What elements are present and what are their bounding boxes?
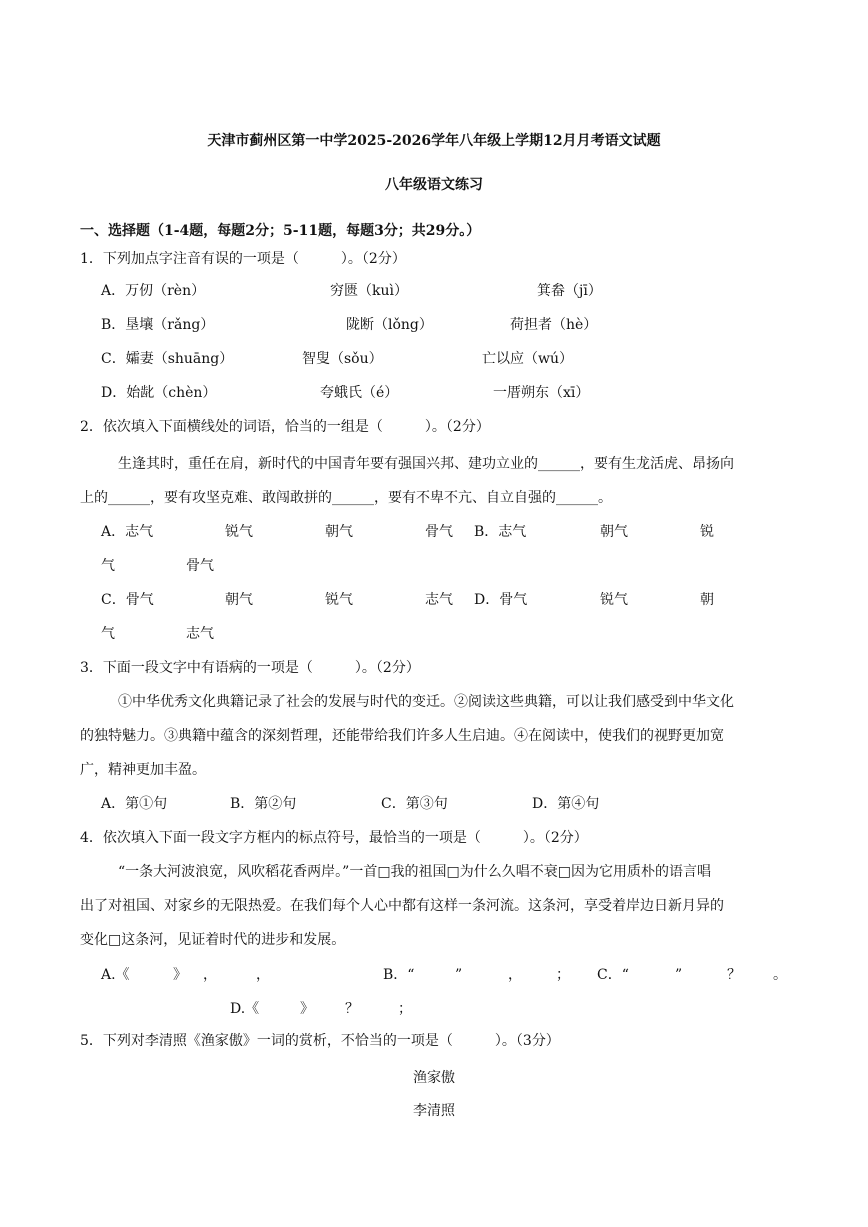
- q2-option-c-4: 志气: [425, 592, 453, 608]
- q1-option-c-1: C．孀妻（shuāng）: [101, 351, 234, 367]
- q3-passage-line-1: ①中华优秀文化典籍记录了社会的发展与时代的变迁。②阅读这些典籍，可以让我们感受到中华文化: [118, 694, 734, 710]
- q4-option-c-1: C．“: [597, 967, 629, 983]
- q2-option-b-3a: 锐: [700, 524, 714, 540]
- q2-option-d-4: 志气: [186, 626, 214, 642]
- q3-option-a: A．第①句: [101, 796, 168, 812]
- q2-option-b-2: 朝气: [600, 524, 628, 540]
- q1-option-c-2: 智叟（sǒu）: [302, 351, 383, 367]
- q4-option-b-4: ；: [556, 967, 570, 983]
- question-5-stem: 5．下列对李清照《渔家傲》一词的赏析，不恰当的一项是（ ）。（3分）: [80, 1033, 560, 1049]
- q2-option-b-4: 骨气: [186, 558, 214, 574]
- q1-option-a-2: 穷匮（kuì）: [330, 283, 408, 299]
- q1-option-c-3: 亡以应（wú）: [482, 351, 573, 367]
- q4-option-a-1: A.《: [101, 967, 130, 983]
- q2-option-d-1: D．骨气: [474, 592, 528, 608]
- q1-option-d-1: D．始龀（chèn）: [101, 385, 217, 401]
- q4-option-d-1: D.《: [230, 1001, 260, 1017]
- q4-option-a-4: ，: [256, 967, 270, 983]
- question-1-stem: 1．下列加点字注音有误的一项是（ ）。（2分）: [80, 251, 406, 267]
- document-subtitle: 八年级语文练习: [385, 177, 483, 193]
- q2-option-c-2: 朝气: [225, 592, 253, 608]
- q3-option-b: B．第②句: [230, 796, 297, 812]
- q4-option-c-3: ？: [727, 967, 741, 983]
- q3-option-c: C．第③句: [381, 796, 448, 812]
- q4-option-d-2: 》: [300, 1001, 314, 1017]
- q4-option-a-3: ，: [203, 967, 217, 983]
- q2-option-a-2: 锐气: [225, 524, 253, 540]
- section-heading: 一、选择题（1-4题，每题2分；5-11题，每题3分；共29分。）: [80, 223, 481, 239]
- q2-option-d-3a: 朝: [700, 592, 714, 608]
- q4-option-a-2: 》: [173, 967, 187, 983]
- q4-option-d-4: ；: [398, 1001, 412, 1017]
- q1-option-d-3: 一厝朔东（xī）: [493, 385, 590, 401]
- question-2-stem: 2．依次填入下面横线处的词语，恰当的一组是（ ）。（2分）: [80, 419, 490, 435]
- q4-option-c-4: 。: [773, 967, 787, 983]
- q2-option-c-3: 锐气: [325, 592, 353, 608]
- q4-passage-line-1: “一条大河波浪宽，风吹稻花香两岸。”一首□我的祖国□为什么久唱不衰□因为它用质朴的语言唱: [118, 864, 711, 880]
- q2-option-d-3b: 气: [101, 626, 115, 642]
- q2-option-b-3b: 气: [101, 558, 115, 574]
- q4-option-d-3: ？: [345, 1001, 359, 1017]
- q1-option-d-2: 夸蛾氏（é）: [320, 385, 399, 401]
- question-3-stem: 3．下面一段文字中有语病的一项是（ ）。（2分）: [80, 660, 420, 676]
- q1-option-b-1: B．垦壤（rǎng）: [101, 317, 215, 333]
- q1-option-b-2: 陇断（lǒng）: [346, 317, 433, 333]
- q4-passage-line-2: 出了对祖国、对家乡的无限热爱。在我们每个人心中都有这样一条河流。这条河，享受着岸边日新月异的: [80, 898, 724, 914]
- q1-option-a-1: A．万仞（rèn）: [101, 283, 206, 299]
- q2-option-c-1: C．骨气: [101, 592, 154, 608]
- q2-option-a-4: 骨气: [425, 524, 453, 540]
- q2-option-a-1: A．志气: [101, 524, 154, 540]
- q4-option-b-3: ，: [508, 967, 522, 983]
- q3-passage-line-3: 广，精神更加丰盈。: [80, 762, 206, 778]
- q3-passage-line-2: 的独特魅力。③典籍中蕴含的深刻哲理，还能带给我们许多人生启迪。④在阅读中，使我们的视野更加宽: [80, 728, 724, 744]
- poem-title: 渔家傲: [413, 1070, 455, 1086]
- q4-option-c-2: ”: [675, 967, 683, 983]
- poem-author: 李清照: [413, 1103, 455, 1119]
- q1-option-a-3: 箕畚（jī）: [537, 283, 602, 299]
- q4-option-b-2: ”: [455, 967, 463, 983]
- q4-option-b-1: B．“: [383, 967, 415, 983]
- q4-passage-line-3: 变化□这条河，见证着时代的进步和发展。: [80, 932, 346, 948]
- question-4-stem: 4．依次填入下面一段文字方框内的标点符号，最恰当的一项是（ ）。（2分）: [80, 830, 588, 846]
- q2-option-b-1: B．志气: [474, 524, 527, 540]
- document-title: 天津市蓟州区第一中学2025-2026学年八年级上学期12月月考语文试题: [207, 133, 661, 149]
- q3-option-d: D．第④句: [532, 796, 600, 812]
- q2-option-a-3: 朝气: [325, 524, 353, 540]
- q2-passage-line-1: 生逢其时，重任在肩，新时代的中国青年要有强国兴邦、建功立业的______，要有生龙活虎、昂扬向: [118, 456, 734, 472]
- q2-option-d-2: 锐气: [600, 592, 628, 608]
- q2-passage-line-2: 上的______，要有攻坚克难、敢闯敢拼的______，要有不卑不亢、自立自强的______。: [80, 490, 612, 506]
- q1-option-b-3: 荷担者（hè）: [510, 317, 598, 333]
